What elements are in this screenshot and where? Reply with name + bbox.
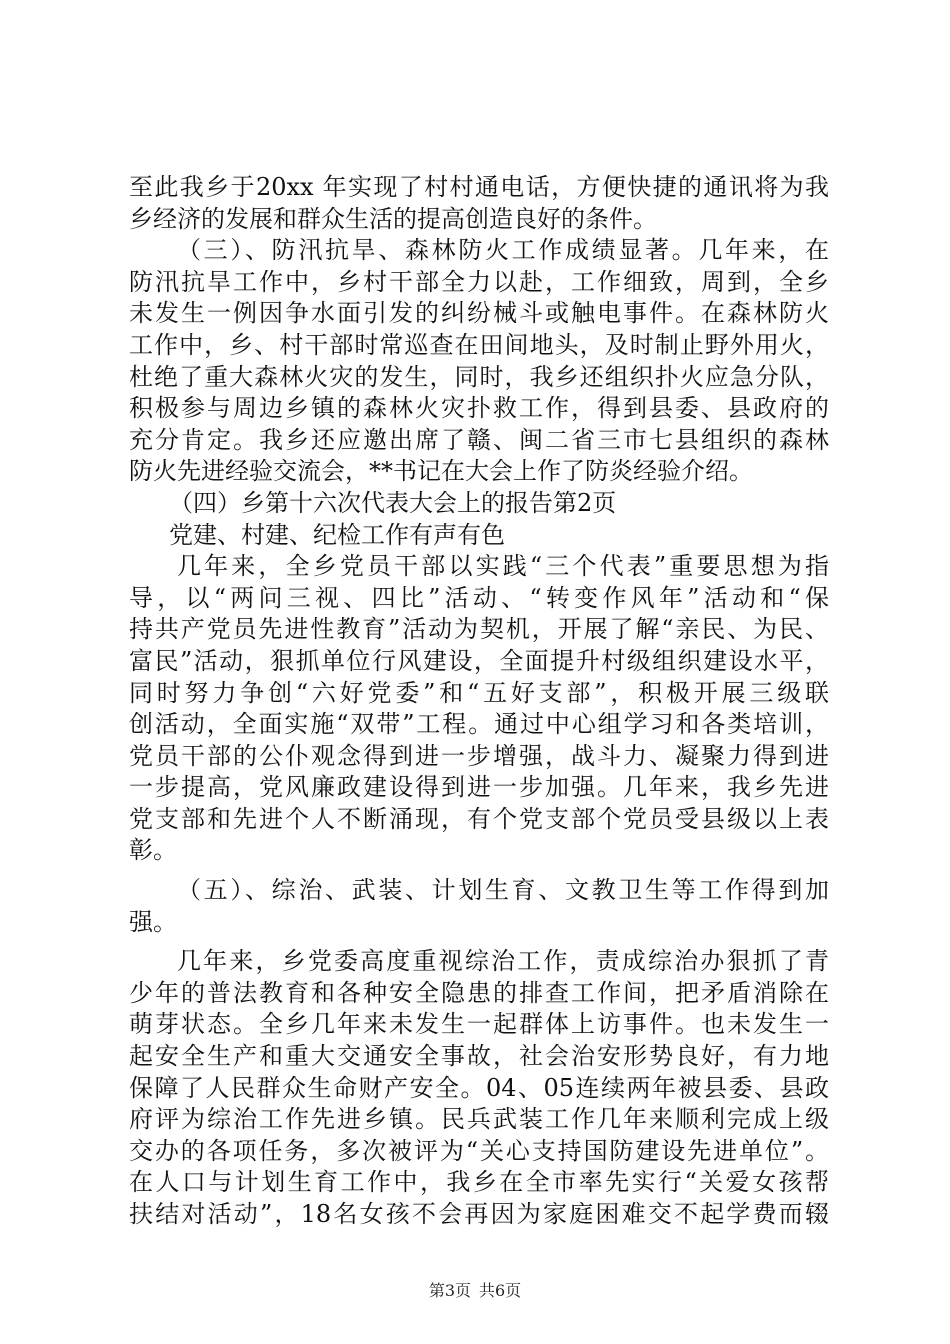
- text-line: 起安全生产和重大交通安全事故，社会治安形势良好，有力地: [129, 1042, 829, 1071]
- text-line: 在人口与计划生育工作中，我乡在全市率先实行“关爱女孩帮: [129, 1168, 829, 1197]
- document-body: [129, 172, 829, 1231]
- text-line: 保障了人民群众生命财产安全。04、05连续两年被县委、县政: [129, 1073, 829, 1102]
- text-line: 交办的各项任务，多次被评为“关心支持国防建设先进单位”。: [129, 1136, 829, 1165]
- section-subtitle: 党建、村建、纪检工作有声有色: [169, 520, 505, 549]
- text-line: 未发生一例因争水面引发的纠纷械斗或触电事件。在森林防火: [129, 299, 829, 328]
- text-line: 扶结对活动”，18名女孩不会再因为家庭困难交不起学费而辍: [129, 1200, 829, 1228]
- text-line: 导，以“两问三视、四比”活动、“转变作风年”活动和“保: [129, 583, 829, 612]
- text-line: 创活动，全面实施“双带”工程。通过中心组学习和各类培训，: [129, 710, 829, 739]
- text-line: 乡经济的发展和群众生活的提高创造良好的条件。: [129, 204, 657, 233]
- section-heading-3: （三）、防汛抗旱、森林防火工作成绩显著。几年来，在: [177, 236, 829, 265]
- text-line: 少年的普法教育和各种安全隐患的排查工作间，把矛盾消除在: [129, 978, 829, 1007]
- page-number: 第3页: [428, 1281, 471, 1300]
- text-line: 至此我乡于20xx 年实现了村村通电话，方便快捷的通讯将为我: [129, 173, 829, 201]
- text-line: 工作中，乡、村干部时常巡查在田间地头，及时制止野外用火，: [129, 330, 829, 359]
- text-line: 一步提高，党风廉政建设得到进一步加强。几年来，我乡先进: [129, 773, 829, 802]
- text-line: 富民”活动，狠抓单位行风建设，全面提升村级组织建设水平，: [129, 646, 829, 675]
- text-line: 府评为综治工作先进乡镇。民兵武装工作几年来顺利完成上级: [129, 1105, 829, 1134]
- text-line: 同时努力争创“六好党委”和“五好支部”，积极开展三级联: [129, 678, 829, 707]
- text-line: 党员干部的公仆观念得到进一步增强，战斗力、凝聚力得到进: [129, 741, 829, 770]
- section-heading-5: （五）、综治、武装、计划生育、文教卫生等工作得到加: [177, 876, 829, 905]
- text-line: 充分肯定。我乡还应邀出席了赣、闽二省三市七县组织的森林: [129, 425, 829, 454]
- text-line: 防汛抗旱工作中，乡村干部全力以赴，工作细致，周到，全乡: [129, 267, 829, 296]
- text-line: 几年来，乡党委高度重视综治工作，责成综治办狠抓了青: [177, 947, 829, 976]
- page-footer: [0, 1278, 950, 1301]
- text-line: 防火先进经验交流会，**书记在大会上作了防炎经验介绍。: [129, 457, 753, 486]
- text-line: 积极参与周边乡镇的森林火灾扑救工作，得到县委、县政府的: [129, 394, 829, 423]
- text-line: 强。: [129, 907, 177, 936]
- text-line: 持共产党员先进性教育”活动为契机，开展了解“亲民、为民、: [129, 615, 829, 644]
- section-heading-4: （四）乡第十六次代表大会上的报告第2页: [169, 488, 617, 517]
- text-line: 党支部和先进个人不断涌现，有个党支部个党员受县级以上表: [129, 804, 829, 833]
- page-total: 共6页: [479, 1281, 522, 1300]
- text-line: 彰。: [129, 836, 177, 865]
- text-line: 几年来，全乡党员干部以实践“三个代表”重要思想为指: [177, 552, 829, 581]
- text-line: 萌芽状态。全乡几年来未发生一起群体上访事件。也未发生一: [129, 1010, 829, 1039]
- text-line: 杜绝了重大森林火灾的发生，同时，我乡还组织扑火应急分队，: [129, 362, 829, 391]
